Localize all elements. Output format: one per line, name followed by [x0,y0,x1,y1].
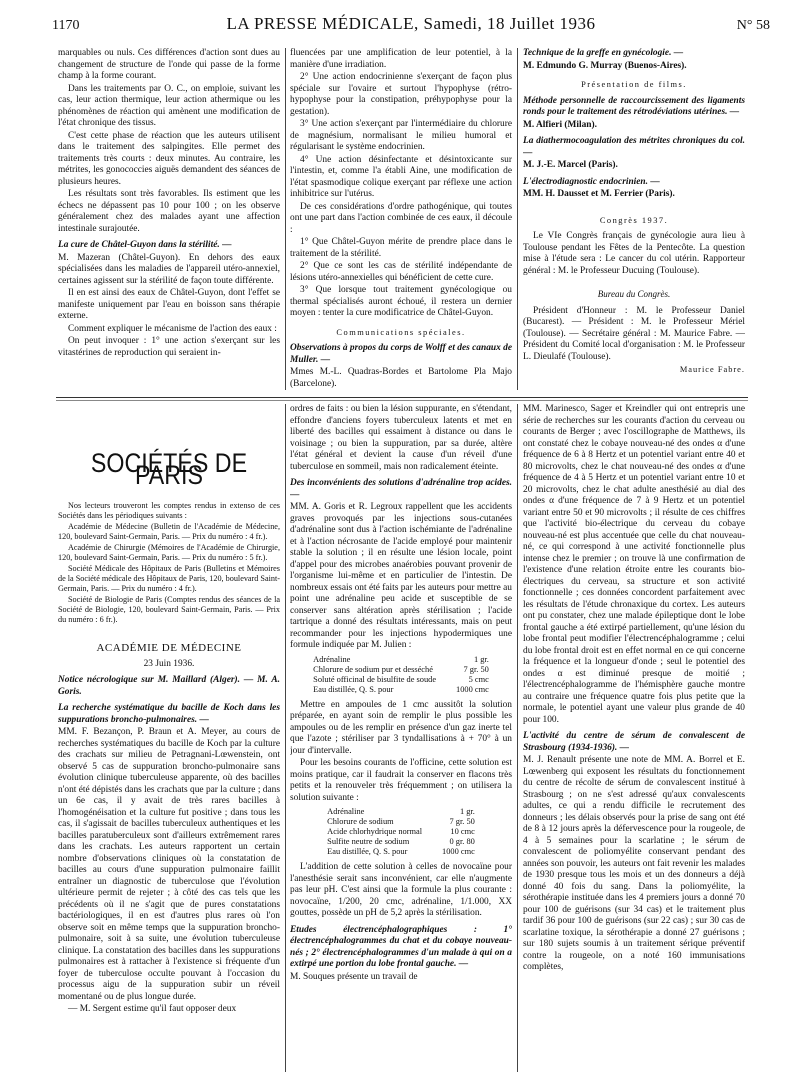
formula-row [311,685,491,695]
formula-row [325,837,477,847]
article-title: Notice nécrologique sur M. Maillard (Alger). — M. A. Goris. [58,675,280,697]
issue-number: N° 58 [736,18,770,33]
formula-table [311,655,491,695]
top-column-3 [523,48,745,393]
ingredient: Chlorure de sodium pur et desséché [313,664,433,674]
paragraph: ordres de faits : ou bien la lésion suppurante, en s'étendant, effondre d'anciens foyers tuberculeux latents et met en liberté des bacilles qui essaiment à distance ou dans le voisinage ; ou bien la suppuration, par sa durée, altère l'état général et devient la cause d'un réveil d'une tuberculose en sommeil, mais non radicalement éteinte. [290,404,512,472]
section-heading: Congrès 1937. [599,215,669,225]
quantity: 5 cmc [468,674,489,684]
bottom-column-3 [523,404,745,1072]
article-title: Etudes électrencéphalographiques : 1° électrencéphalogrammes du chat et du cobaye nouveau-nés ; 2° électrencéphalogrammes d'un malade à qui on a extirpé une portion du lobe frontal gauche. — [290,924,512,969]
bottom-column-1 [58,404,280,1072]
formula-row [311,655,491,665]
paragraph: L'addition de cette solution à celles de novocaïne pour l'anesthésie serait sans inconvénient, car elle n'augmente pas leur pH. C'est ainsi que la formule la plus courante : novocaïne, 1/200, 20 cmc, adrénaline, 1/1.000, XX gouttes, possède un pH de 5,2 après la stérilisation. [290,862,512,918]
paragraph: Pour les besoins courants de l'officine, cette solution est moins pratique, car il faudrait la conserver en flacons très petits et la renouveler très fréquemment ; on utilisera la solution suivante : [290,758,512,803]
column-divider [285,48,286,390]
ingredient: Adrénaline [313,654,351,664]
section-heading: Présentation de films. [581,80,687,89]
article-authors: Mmes M.-L. Quadras-Bordes et Bartolome Pla Majo (Barcelone). [290,367,512,389]
societes-title: SOCIÉTÉS DE PARIS [90,448,248,490]
top-column-2 [290,48,512,390]
quantity: 1 gr. [473,654,489,664]
quantity: 1 gr. [459,807,475,816]
paragraph: 2° Que ce sont les cas de stérilité indépendante de lésions utéro-annexielles qui bénéficient de cette cure. [290,261,512,283]
column-divider [517,48,518,390]
paragraph: On peut invoquer : 1° une action s'exerçant sur les vitastérines de reproduction qui seraient in- [58,336,280,358]
column-divider [517,404,518,1072]
section-divider [56,400,748,401]
paragraph: Les résultats sont très favorables. Ils estiment que les échecs ne dépassent pas 10 pour 100 ; on les observe généralement chez des malades ayant une affection intestinale surajoutée. [58,189,280,234]
article-authors: M. Edmundo G. Murray (Buenos-Aires). [523,60,687,71]
article-authors: M. Alfieri (Milan). [523,119,597,130]
reference: Société Médicale des Hôpitaux de Paris (Bulletins et Mémoires de la Société médicale des Hôpitaux de Paris, 120, boulevard Saint-Germain, Paris. — Prix du numéro : 4 fr.). [58,564,280,593]
formula-row [325,817,477,827]
intro-paragraph: Nos lecteurs trouveront les comptes rendus in extenso de ces Sociétés dans les périodiques suivants : [58,501,280,520]
ingredient: Acide chlorhydrique normal [327,827,423,836]
reference: Société de Biologie de Paris (Comptes rendus des séances de la Société de Biologie, 120, boulevard Saint-Germain, Paris. — Prix du numéro : 6 fr.). [58,595,280,624]
section-divider [56,397,748,398]
article-authors: MM. H. Dausset et M. Ferrier (Paris). [523,189,675,199]
page-header [52,14,770,40]
article-title: Technique de la greffe en gynécologie. — [523,48,684,58]
paragraph: Comment expliquer le mécanisme de l'action des eaux : [68,323,277,334]
paragraph: MM. A. Goris et R. Legroux rappellent que les accidents graves provoqués par les injections sous-cutanées d'adrénaline sont dus à l'action ischémiante de l'adrénaline et à l'action nécrosante de l'acide employé pour maintenir stable la solution ; il en résulte une lésion locale, point d'appel pour des microbes anaérobies pouvant provenir de l'organisme lui-même et en particulier de l'intestin. De nombreux essais ont été faits par les auteurs pour mettre au point une adrénaline peu acide et susceptible de se conserver sans altération après stérilisation ; l'acide tartrique a donné des résultats intéressants, mais on peut recommander pour les injections hypodermiques une formule indiquée par M. Julien : [290,502,512,650]
section-heading: Bureau du Congrès. [597,289,671,299]
page-number: 1170 [52,18,80,33]
formula-row [325,827,477,837]
paragraph: 3° Une action s'exerçant par l'intermédiaire du chlorure de magnésium, normalisant le milieu humoral et régularisant le système endocrinien. [290,119,512,152]
section-heading: ACADÉMIE DE MÉDECINE [96,642,242,654]
paragraph: De ces considérations d'ordre pathogénique, qui toutes ont une part dans l'action combinée de ces eaux, il découle : [290,201,512,235]
paragraph: C'est cette phase de réaction que les auteurs utilisent dans le traitement des salpingites. Elle permet des traitements très courts : deux minutes. Au contraire, les métrites, les gonococcies aiguës demandent des séances de plusieurs heures. [58,130,280,187]
article-title: La recherche systématique du bacille de Koch dans les suppurations broncho-pulmonaires. — [58,703,280,725]
reference: Académie de Médecine (Bulletin de l'Académie de Médecine, 120, boulevard Saint-Germain, Paris. — Prix du numéro : 4 fr.). [58,522,280,541]
article-title: Méthode personnelle de raccourcissement des ligaments ronds pour le traitement des rétrodéviations utérines. — [523,95,745,117]
formula-row [311,675,491,685]
article-title: La cure de Châtel-Guyon dans la stérilité. — [58,240,232,250]
paragraph: M. Mazeran (Châtel-Guyon). En dehors des eaux spécialisées dans les maladies de l'appareil utéro-annexiel, certaines agissent sur la stérilité de façon toute différente. [58,252,280,286]
reference: Académie de Chirurgie (Mémoires de l'Académie de Chirurgie, 120, boulevard Saint-Germain, Paris. — Prix du numéro : 5 fr.). [58,543,280,562]
paragraph: MM. F. Bezançon, P. Braun et A. Meyer, au cours de recherches systématiques du bacille de Koch par la culture des crachats sur milieu de Petragnani-Lœwenstein, ont observé 5 cas de suppuration broncho-pulmonaire sans évolution clinique tuberculeuse apparente, où des bacilles n'ont été dépistés dans les crachats que par la culture ; dans un 6e cas, il y avait de très rares bacilles à l'homogénéisation et la culture fut positive ; dans tous les cas, il s'agissait de bacilles tuberculeux authentiques et les bacilles paratuberculeux sont d'ailleurs extrêmement rares dans les crachats. Les auteurs rapportent un certain nombre d'observations cliniques où la constatation de bacilles au cours d'une suppuration pulmonaire faillit entraîner un diagnostic de tuberculose que l'évolution ultérieure permit de rejeter ; à côté des cas tels que les précédents où il ne s'agit que de pures constatations bactériologiques, il en est d'autres plus rares où l'on observe soit en même temps que la suppuration broncho-pulmonaire, soit à sa suite, une évolution tuberculeuse clinique. La constatation des bacilles dans les suppurations pulmonaires est à rattacher à l'existence si fréquente d'un foyer de tuberculose occulte pouvant à l'occasion du processus aigu de la suppuration subir un réveil momentané ou de plus longue durée. [58,727,280,1002]
quantity: 1000 cmc [442,847,475,856]
journal-title: LA PRESSE MÉDICALE, Samedi, 18 Juillet 1936 [226,14,596,33]
ingredient: Eau distillée, Q. S. pour [327,847,408,856]
section-heading: Communications spéciales. [336,327,466,337]
paragraph: Mettre en ampoules de 1 cmc aussitôt la solution préparée, en ayant soin de remplir le plus possible les ampoules ou de les remplir en présence d'un gaz inerte tel que l'azote ; stériliser par 3 tyndallisations à + 70° à un jour d'intervalle. [290,699,512,756]
paragraph: MM. Marinesco, Sager et Kreindler qui ont entrepris une série de recherches sur les courants d'action du cerveau ou courants de Berger ; avec l'oscillographe de Matthews, ils ont constaté chez le cobaye nouveau-né des ondes α d'une fréquence de 6 à 8 Hertz et un potentiel variant entre 40 et 80 microvolts, chez le chat nouveau-né des ondes α d'une fréquence de 4 à 5 Hertz et un potentiel variant entre 10 et 20 microvolts, chez le chat adulte anesthésié au dial des ondes α d'une fréquence de 7 à 9 Hertz et un potentiel variant entre 50 et 90 microvolts ; il résulte de ces chiffres que l'activité bio-électrique du cerveau du cobaye nouveau-né est plus accentuée que celle du chat nouveau-né, ce qui correspond à une activité fonctionnelle plus intense chez le premier ; on trouve là une confirmation de l'existence d'une relation étroite entre les courants bio-électriques du cerveau, sa structure et son activité fonctionnelle ; ces données concordent parfaitement avec les résultats de l'étude chronaxique du cortex. Les auteurs ont pu constater, chez une malade épileptique dont le lobe frontal gauche a été extirpé partiellement, qu'une lésion du lobe frontal peut modifier l'électrencéphalogramme ; celui du lobe frontal droit est en effet normal en ce qui concerne la fréquence et la longueur d'onde ; seul le potentiel des ondes α est diminué presque de moitié ; l'électrencéphalogramme de l'hémisphère gauche montre au contraire une fréquence quatre fois plus petite que la normale, le potentiel ayant une valeur plus grande de 40 pour 100. [523,404,745,725]
article-title: Observations à propos du corps de Wolff et des canaux de Muller. — [290,343,512,365]
paragraph: 4° Une action désinfectante et désintoxicante sur l'intestin, et, comme l'a établi Aine, une modification de l'état spasmodique colique exerçant par réflexe une action inhibitrice sur l'utérus. [290,154,512,199]
paragraph: Dans les traitements par O. C., on emploie, suivant les cas, leur action thermique, leur action athermique ou les phénomènes de réaction qui amènent une modification de l'état chronique des tissus. [58,83,280,128]
formula-row [311,665,491,675]
paragraph: 3° Que lorsque tout traitement gynécologique ou thermal spécialisés auront échoué, il restera un dernier moyen : tenter la cure modificatrice de Châtel-Guyon. [290,285,512,318]
article-title: Des inconvénients des solutions d'adrénaline trop acides. — [290,478,512,500]
quantity: 10 cmc [450,827,475,836]
paragraph: 1° Que Châtel-Guyon mérite de prendre place dans le traitement de la stérilité. [290,237,512,259]
ingredient: Adrénaline [327,807,365,816]
paragraph: M. J. Renault présente une note de MM. A. Borrel et E. Lœwenberg qui exposent les résultats du fonctionnement du centre de récolte de sérum de convalescent institué à Strasbourg ; on ne s'est adressé qu'aux convalescents adultes, ce qui a rendu difficile le recrutement des donneurs ; les délais observés pour la prise de sang ont été de 8 à 12 jours après la défervescence pour la rougeole, de 4 à 5 semaines pour la scarlatine ; le sérum de convalescent de poliomyélite conservant pendant des années son pouvoir, les auteurs ont fait revenir les malades de 1930 presque tous les mois et un des donneurs a déjà donné 40 fois du sang. Dans la poliomyélite, la sérothérapie instituée dans les 4 premiers jours a donné 70 pour 100 de guérisons (sur 34 cas) et le traitement plus tardif 36 pour 100 de guérisons (sur 22 cas) ; sur 30 cas de scarlatine toxique, la sérothérapie a donné 27 guérisons ; sur 180 sujets soumis à un traitement sérique préventif contre la rougeole, on a noté 160 immunisations complètes, [523,755,745,972]
ingredient: Eau distillée, Q. S. pour [313,684,394,694]
quantity: 1000 cmc [456,684,489,694]
article-title: L'activité du centre de sérum de convalescent de Strasbourg (1934-1936). — [523,731,745,753]
paragraph: marquables ou nuls. Ces différences d'action sont dues au changement de structure de l'onde qui passe de la forme champ à la forme courant. [58,48,280,81]
ingredient: Sulfite neutre de sodium [327,837,410,846]
quantity: 7 gr. 50 [449,817,475,826]
formula-row [325,847,477,857]
paragraph: Président d'Honneur : M. le Professeur Daniel (Bucarest). — Président : M. le Professeur Mériel (Toulouse). — Secrétaire général : M. Maurice Fabre. — Président du Comité local d'organisation : M. le Professeur L. Dieulafé (Toulouse). [523,305,745,362]
column-divider [285,404,286,1072]
quantity: 0 gr. 80 [449,837,475,846]
ingredient: Chlorure de sodium [327,817,394,826]
paragraph: — M. Sergent estime qu'il faut opposer deux [68,1004,237,1014]
article-title: La diathermocoagulation des métrites chroniques du col. — [523,136,745,158]
formula-table [325,807,477,857]
session-date: 23 Juin 1936. [143,658,195,669]
quantity: 7 gr. 50 [463,664,489,674]
paragraph: 2° Une action endocrinienne s'exerçant de façon plus spéciale sur l'ovaire et surtout l'hypophyse (rétro-hypophyse pour la constipation, préhypophyse pour la gestation). [290,72,512,117]
paragraph: fluencées par une amplification de leur potentiel, à la manière d'une irradiation. [290,48,512,70]
bottom-column-2 [290,404,512,1072]
article-authors: M. J.-E. Marcel (Paris). [523,160,618,170]
paragraph: M. Souques présente un travail de [290,971,418,982]
ingredient: Soluté officinal de bisulfite de soude [313,674,437,684]
signature: Maurice Fabre. [679,365,745,374]
paragraph: Il en est ainsi des eaux de Châtel-Guyon, dont l'effet se manifeste uniquement par l'eau en boisson sans thérapie externe. [58,288,280,321]
top-column-1 [58,48,280,388]
article-title: L'électrodiagnostic endocrinien. — [523,176,660,187]
formula-row [325,807,477,817]
paragraph: Le VIe Congrès français de gynécologie aura lieu à Toulouse pendant les Fêtes de la Pentecôte. La question mise à l'étude sera : Le cancer du col utérin. Rapporteur général : M. le Professeur Ducuing (Toulouse). [523,231,745,276]
